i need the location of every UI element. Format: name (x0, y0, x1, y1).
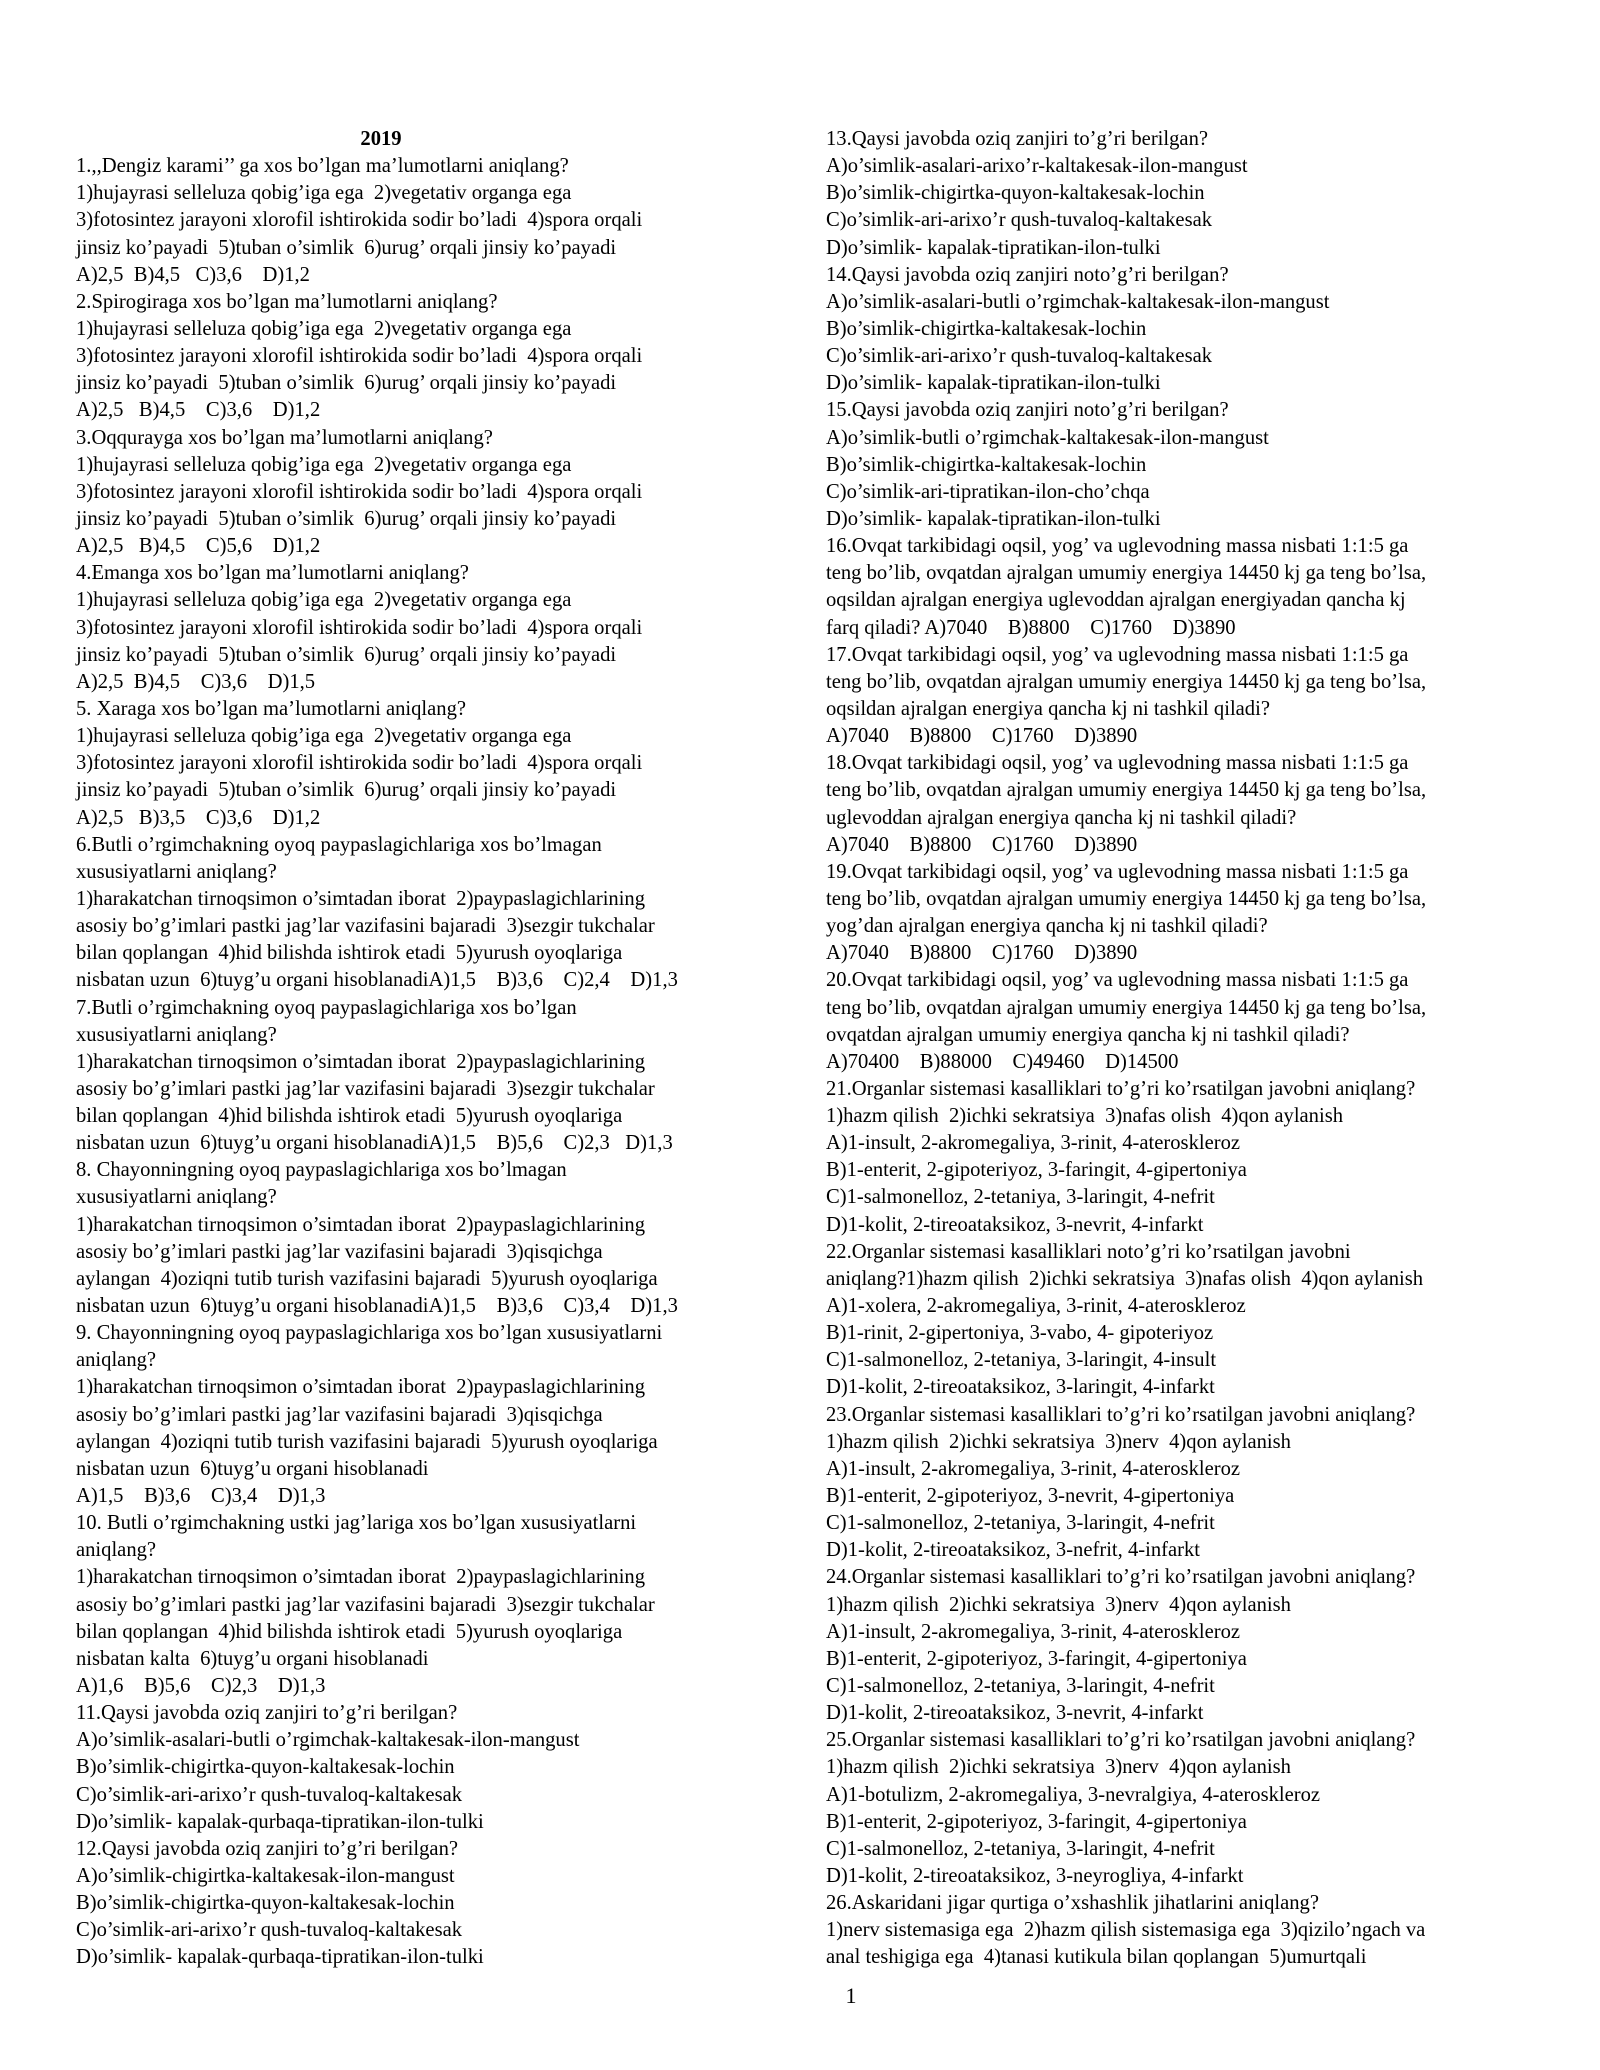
text-line: A)o’simlik-butli o’rgimchak-kaltakesak-ilon-mangust (826, 426, 1269, 449)
text-line: B)1-enterit, 2-gipoteriyoz, 3-faringit, 4-gipertoniya (826, 1159, 1247, 1182)
text-line: teng bo’lib, ovqatdan ajralgan umumiy energiya 14450 kj ga teng bo’lsa, (826, 887, 1427, 910)
text-line: anal teshigiga ega 4)tanasi kutikula bilan qoplangan 5)umurtqali (826, 1946, 1367, 1969)
text-line: B)o’simlik-chigirtka-kaltakesak-lochin (826, 317, 1147, 340)
text-line: 3)fotosintez jarayoni xlorofil ishtirokida sodir bo’ladi 4)spora orqali (76, 209, 643, 232)
text-line: C)1-salmonelloz, 2-tetaniya, 3-laringit, 4-nefrit (826, 1675, 1215, 1698)
text-line: jinsiz ko’payadi 5)tuban o’simlik 6)urug’ orqali jinsiy ko’payadi (76, 779, 617, 802)
text-line: A)2,5 B)4,5 C)5,6 D)1,2 (76, 535, 321, 558)
text-line: 3)fotosintez jarayoni xlorofil ishtirokida sodir bo’ladi 4)spora orqali (76, 616, 643, 639)
text-line: teng bo’lib, ovqatdan ajralgan umumiy energiya 14450 kj ga teng bo’lsa, (826, 670, 1427, 693)
text-line: 1)hujayrasi selleluza qobig’iga ega 2)vegetativ organga ega (76, 589, 572, 612)
text-line: A)o’simlik-asalari-butli o’rgimchak-kaltakesak-ilon-mangust (826, 290, 1330, 313)
text-line: 25.Organlar sistemasi kasalliklari to’g’ri ko’rsatilgan javobni aniqlang? (826, 1729, 1416, 1752)
text-line: A)7040 B)8800 C)1760 D)3890 (826, 942, 1138, 965)
text-line: nisbatan uzun 6)tuyg’u organi hisoblanadiA)1,5 B)5,6 C)2,3 D)1,3 (76, 1132, 673, 1155)
text-line: D)o’simlik- kapalak-qurbaqa-tipratikan-ilon-tulki (76, 1810, 484, 1833)
text-line: 17.Ovqat tarkibidagi oqsil, yog’ va uglevodning massa nisbati 1:1:5 ga (826, 643, 1409, 666)
text-line: 24.Organlar sistemasi kasalliklari to’g’ri ko’rsatilgan javobni aniqlang? (826, 1566, 1416, 1589)
text-line: nisbatan kalta 6)tuyg’u organi hisoblanadi (76, 1647, 429, 1670)
text-line: B)o’simlik-chigirtka-quyon-kaltakesak-lochin (826, 182, 1205, 205)
text-line: 1)nerv sistemasiga ega 2)hazm qilish sistemasiga ega 3)qizilo’ngach va (826, 1919, 1426, 1942)
text-line: A)1-xolera, 2-akromegaliya, 3-rinit, 4-ateroskleroz (826, 1295, 1246, 1318)
text-line: D)o’simlik- kapalak-tipratikan-ilon-tulki (826, 236, 1161, 259)
text-line: jinsiz ko’payadi 5)tuban o’simlik 6)urug’ orqali jinsiy ko’payadi (76, 236, 617, 259)
text-line: teng bo’lib, ovqatdan ajralgan umumiy energiya 14450 kj ga teng bo’lsa, (826, 779, 1427, 802)
text-line: xususiyatlarni aniqlang? (76, 860, 277, 883)
text-line: uglevoddan ajralgan energiya qancha kj ni tashkil qiladi? (826, 806, 1297, 829)
text-line: A)2,5 B)4,5 C)3,6 D)1,2 (76, 263, 310, 286)
text-line: C)1-salmonelloz, 2-tetaniya, 3-laringit, 4-nefrit (826, 1512, 1215, 1535)
text-line: asosiy bo’g’imlari pastki jag’lar vazifasini bajaradi 3)qisqichga (76, 1403, 603, 1426)
text-line: A)2,5 B)3,5 C)3,6 D)1,2 (76, 806, 321, 829)
text-line: 1)harakatchan tirnoqsimon o’simtadan iborat 2)paypaslagichlarining (76, 887, 646, 910)
text-line: A)o’simlik-asalari-arixo’r-kaltakesak-ilon-mangust (826, 155, 1248, 178)
text-line: 1)hujayrasi selleluza qobig’iga ega 2)vegetativ organga ega (76, 317, 572, 340)
text-line: B)1-enterit, 2-gipoteriyoz, 3-faringit, 4-gipertoniya (826, 1810, 1247, 1833)
text-line: xususiyatlarni aniqlang? (76, 1023, 277, 1046)
text-line: D)o’simlik- kapalak-tipratikan-ilon-tulki (826, 372, 1161, 395)
text-line: 1)hazm qilish 2)ichki sekratsiya 3)nerv 4)qon aylanish (826, 1430, 1291, 1453)
text-line: B)1-rinit, 2-gipertoniya, 3-vabo, 4- gipoteriyoz (826, 1322, 1214, 1345)
text-line: 1)hazm qilish 2)ichki sekratsiya 3)nerv 4)qon aylanish (826, 1593, 1291, 1616)
text-line: 3)fotosintez jarayoni xlorofil ishtirokida sodir bo’ladi 4)spora orqali (76, 480, 643, 503)
text-line: oqsildan ajralgan energiya qancha kj ni tashkil qiladi? (826, 697, 1270, 720)
text-line: D)1-kolit, 2-tireoataksikoz, 3-nefrit, 4-infarkt (826, 1539, 1200, 1562)
text-line: 1)hujayrasi selleluza qobig’iga ega 2)vegetativ organga ega (76, 182, 572, 205)
text-line: A)70400 B)88000 C)49460 D)14500 (826, 1050, 1179, 1073)
text-line: A)1,5 B)3,6 C)3,4 D)1,3 (76, 1485, 326, 1508)
text-line: 1)harakatchan tirnoqsimon o’simtadan iborat 2)paypaslagichlarining (76, 1050, 646, 1073)
text-line: 6.Butli o’rgimchakning oyoq paypaslagichlariga xos bo’lmagan (76, 833, 602, 856)
text-line: 16.Ovqat tarkibidagi oqsil, yog’ va uglevodning massa nisbati 1:1:5 ga (826, 535, 1409, 558)
text-line: 19.Ovqat tarkibidagi oqsil, yog’ va uglevodning massa nisbati 1:1:5 ga (826, 860, 1409, 883)
text-line: A)1,6 B)5,6 C)2,3 D)1,3 (76, 1675, 326, 1698)
text-line: asosiy bo’g’imlari pastki jag’lar vazifasini bajaradi 3)sezgir tukchalar (76, 1077, 655, 1100)
text-line: aniqlang? (76, 1539, 157, 1562)
text-line: 5. Xaraga xos bo’lgan ma’lumotlarni aniqlang? (76, 697, 467, 720)
text-line: farq qiladi? A)7040 B)8800 C)1760 D)3890 (826, 616, 1236, 639)
text-line: B)1-enterit, 2-gipoteriyoz, 3-faringit, 4-gipertoniya (826, 1647, 1247, 1670)
left-column-lines (76, 153, 776, 1971)
text-line: D)o’simlik- kapalak-tipratikan-ilon-tulki (826, 507, 1161, 530)
text-line: 21.Organlar sistemasi kasalliklari to’g’ri ko’rsatilgan javobni aniqlang? (826, 1077, 1416, 1100)
text-line: aylangan 4)oziqni tutib turish vazifasini bajaradi 5)yurush oyoqlariga (76, 1430, 658, 1453)
text-line: bilan qoplangan 4)hid bilishda ishtirok etadi 5)yurush oyoqlariga (76, 942, 623, 965)
text-line: 3)fotosintez jarayoni xlorofil ishtirokida sodir bo’ladi 4)spora orqali (76, 345, 643, 368)
text-line: 7.Butli o’rgimchakning oyoq paypaslagichlariga xos bo’lgan (76, 996, 577, 1019)
text-line: aylangan 4)oziqni tutib turish vazifasini bajaradi 5)yurush oyoqlariga (76, 1267, 658, 1290)
text-line: asosiy bo’g’imlari pastki jag’lar vazifasini bajaradi 3)sezgir tukchalar (76, 1593, 655, 1616)
text-line: C)o’simlik-ari-arixo’r qush-tuvaloq-kaltakesak (76, 1919, 463, 1942)
left-column (76, 126, 776, 1972)
text-line: 22.Organlar sistemasi kasalliklari noto’g’ri ko’rsatilgan javobni (826, 1240, 1351, 1263)
text-line: asosiy bo’g’imlari pastki jag’lar vazifasini bajaradi 3)qisqichga (76, 1240, 603, 1263)
text-line: B)1-enterit, 2-gipoteriyoz, 3-nevrit, 4-gipertoniya (826, 1485, 1235, 1508)
text-line: nisbatan uzun 6)tuyg’u organi hisoblanadiA)1,5 B)3,6 C)2,4 D)1,3 (76, 969, 678, 992)
text-line: D)1-kolit, 2-tireoataksikoz, 3-nevrit, 4-infarkt (826, 1213, 1204, 1236)
text-line: nisbatan uzun 6)tuyg’u organi hisoblanadi (76, 1457, 429, 1480)
text-line: 18.Ovqat tarkibidagi oqsil, yog’ va uglevodning massa nisbati 1:1:5 ga (826, 752, 1409, 775)
text-line: A)7040 B)8800 C)1760 D)3890 (826, 833, 1138, 856)
text-line: 14.Qaysi javobda oziq zanjiri noto’g’ri berilgan? (826, 263, 1229, 286)
text-line: 1)harakatchan tirnoqsimon o’simtadan iborat 2)paypaslagichlarining (76, 1376, 646, 1399)
text-line: C)o’simlik-ari-arixo’r qush-tuvaloq-kaltakesak (826, 345, 1213, 368)
text-line: bilan qoplangan 4)hid bilishda ishtirok etadi 5)yurush oyoqlariga (76, 1620, 623, 1643)
text-line: D)1-kolit, 2-tireoataksikoz, 3-nevrit, 4-infarkt (826, 1702, 1204, 1725)
text-line: jinsiz ko’payadi 5)tuban o’simlik 6)urug’ orqali jinsiy ko’payadi (76, 507, 617, 530)
text-line: jinsiz ko’payadi 5)tuban o’simlik 6)urug’ orqali jinsiy ko’payadi (76, 372, 617, 395)
text-line: A)2,5 B)4,5 C)3,6 D)1,2 (76, 399, 321, 422)
text-line: A)1-botulizm, 2-akromegaliya, 3-nevralgiya, 4-ateroskleroz (826, 1783, 1321, 1806)
text-line: D)o’simlik- kapalak-qurbaqa-tipratikan-ilon-tulki (76, 1946, 484, 1969)
text-line: A)1-insult, 2-akromegaliya, 3-rinit, 4-ateroskleroz (826, 1620, 1241, 1643)
text-line: 1)hujayrasi selleluza qobig’iga ega 2)vegetativ organga ega (76, 453, 572, 476)
text-line: ovqatdan ajralgan umumiy energiya qancha kj ni tashkil qiladi? (826, 1023, 1350, 1046)
text-line: C)o’simlik-ari-arixo’r qush-tuvaloq-kaltakesak (76, 1783, 463, 1806)
text-line: 23.Organlar sistemasi kasalliklari to’g’ri ko’rsatilgan javobni aniqlang? (826, 1403, 1416, 1426)
text-line: 20.Ovqat tarkibidagi oqsil, yog’ va uglevodning massa nisbati 1:1:5 ga (826, 969, 1409, 992)
text-line: 1)harakatchan tirnoqsimon o’simtadan iborat 2)paypaslagichlarining (76, 1566, 646, 1589)
text-line: 11.Qaysi javobda oziq zanjiri to’g’ri berilgan? (76, 1702, 458, 1725)
text-line: 13.Qaysi javobda oziq zanjiri to’g’ri berilgan? (826, 128, 1208, 150)
text-line: 1.,,Dengiz karami’’ ga xos bo’lgan ma’lumotlarni aniqlang? (76, 155, 569, 178)
text-line: A)1-insult, 2-akromegaliya, 3-rinit, 4-ateroskleroz (826, 1457, 1241, 1480)
right-column-lines (826, 126, 1536, 1972)
text-line: xususiyatlarni aniqlang? (76, 1186, 277, 1209)
text-line: D)1-kolit, 2-tireoataksikoz, 3-neyrogliya, 4-infarkt (826, 1865, 1244, 1887)
text-line: aniqlang? (76, 1349, 157, 1372)
text-line: 3)fotosintez jarayoni xlorofil ishtirokida sodir bo’ladi 4)spora orqali (76, 752, 643, 775)
text-line: yog’dan ajralgan energiya qancha kj ni tashkil qiladi? (826, 915, 1268, 938)
text-line: oqsildan ajralgan energiya uglevoddan ajralgan energiyadan qancha kj (826, 589, 1406, 612)
text-line: B)o’simlik-chigirtka-kaltakesak-lochin (826, 453, 1147, 476)
text-line: 8. Chayonningning oyoq paypaslagichlariga xos bo’lmagan (76, 1159, 567, 1182)
text-line: A)1-insult, 2-akromegaliya, 3-rinit, 4-ateroskleroz (826, 1132, 1241, 1155)
text-line: C)1-salmonelloz, 2-tetaniya, 3-laringit, 4-nefrit (826, 1186, 1215, 1209)
text-line: 1)hazm qilish 2)ichki sekratsiya 3)nafas olish 4)qon aylanish (826, 1105, 1344, 1128)
text-line: 2.Spirogiraga xos bo’lgan ma’lumotlarni aniqlang? (76, 290, 498, 313)
text-line: A)o’simlik-asalari-butli o’rgimchak-kaltakesak-ilon-mangust (76, 1729, 580, 1752)
text-line: B)o’simlik-chigirtka-quyon-kaltakesak-lochin (76, 1892, 455, 1915)
text-line: A)o’simlik-chigirtka-kaltakesak-ilon-mangust (76, 1865, 455, 1887)
text-line: aniqlang?1)hazm qilish 2)ichki sekratsiya 3)nafas olish 4)qon aylanish (826, 1267, 1424, 1290)
text-line: nisbatan uzun 6)tuyg’u organi hisoblanadiA)1,5 B)3,6 C)3,4 D)1,3 (76, 1295, 678, 1318)
text-line: 1)hujayrasi selleluza qobig’iga ega 2)vegetativ organga ega (76, 725, 572, 748)
text-line: jinsiz ko’payadi 5)tuban o’simlik 6)urug’ orqali jinsiy ko’payadi (76, 643, 617, 666)
text-line: bilan qoplangan 4)hid bilishda ishtirok etadi 5)yurush oyoqlariga (76, 1105, 623, 1128)
text-line: 4.Emanga xos bo’lgan ma’lumotlarni aniqlang? (76, 562, 469, 585)
page-number: 1 (845, 1983, 857, 2008)
right-column (826, 126, 1536, 1972)
text-line: 26.Askaridani jigar qurtiga o’xshashlik jihatlarini aniqlang? (826, 1892, 1319, 1915)
text-line: A)2,5 B)4,5 C)3,6 D)1,5 (76, 670, 316, 693)
text-line: asosiy bo’g’imlari pastki jag’lar vazifasini bajaradi 3)sezgir tukchalar (76, 915, 655, 938)
text-line: 1)hazm qilish 2)ichki sekratsiya 3)nerv 4)qon aylanish (826, 1756, 1291, 1779)
text-line: C)1-salmonelloz, 2-tetaniya, 3-laringit, 4-insult (826, 1349, 1217, 1372)
text-line: C)o’simlik-ari-arixo’r qush-tuvaloq-kaltakesak (826, 209, 1213, 232)
text-line: C)1-salmonelloz, 2-tetaniya, 3-laringit, 4-nefrit (826, 1837, 1215, 1860)
text-line: B)o’simlik-chigirtka-quyon-kaltakesak-lochin (76, 1756, 455, 1779)
text-line: 3.Oqqurayga xos bo’lgan ma’lumotlarni aniqlang? (76, 426, 493, 449)
text-line: 9. Chayonningning oyoq paypaslagichlariga xos bo’lgan xususiyatlarni (76, 1322, 663, 1345)
document-year: 2019 (360, 128, 402, 150)
text-line: teng bo’lib, ovqatdan ajralgan umumiy energiya 14450 kj ga teng bo’lsa, (826, 562, 1427, 585)
text-line: 12.Qaysi javobda oziq zanjiri to’g’ri berilgan? (76, 1837, 458, 1860)
text-line: 15.Qaysi javobda oziq zanjiri noto’g’ri berilgan? (826, 399, 1229, 422)
text-line: 10. Butli o’rgimchakning ustki jag’lariga xos bo’lgan xususiyatlarni (76, 1512, 637, 1535)
text-line: A)7040 B)8800 C)1760 D)3890 (826, 725, 1138, 748)
text-line: teng bo’lib, ovqatdan ajralgan umumiy energiya 14450 kj ga teng bo’lsa, (826, 996, 1427, 1019)
text-line: D)1-kolit, 2-tireoataksikoz, 3-laringit, 4-infarkt (826, 1376, 1215, 1399)
text-line: 1)harakatchan tirnoqsimon o’simtadan iborat 2)paypaslagichlarining (76, 1213, 646, 1236)
text-line: C)o’simlik-ari-tipratikan-ilon-cho’chqa (826, 480, 1150, 503)
